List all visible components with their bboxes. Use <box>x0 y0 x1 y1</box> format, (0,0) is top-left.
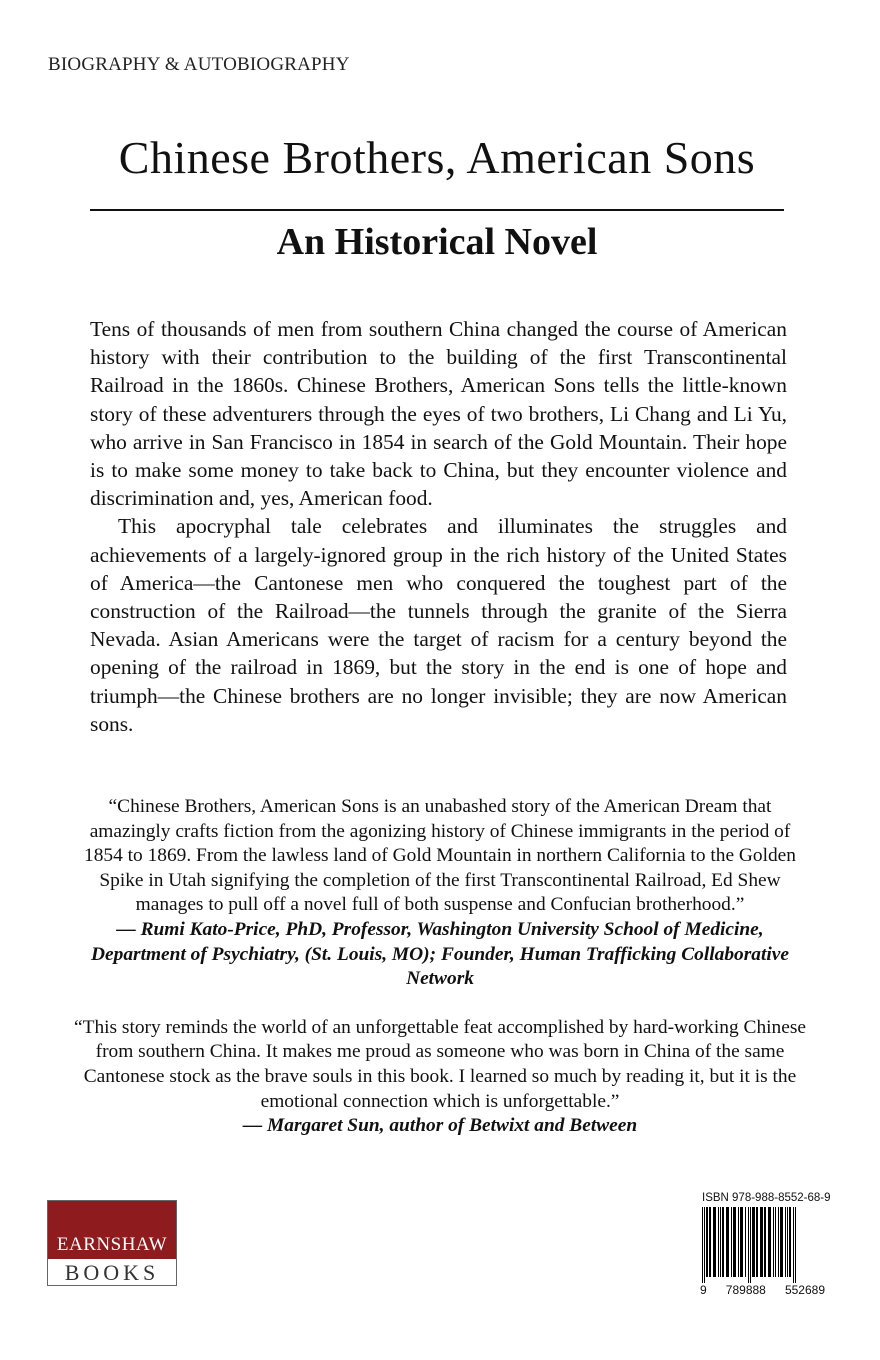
barcode-bar <box>750 1207 751 1283</box>
endorsement-text: “This story reminds the world of an unforgettable feat accomplished by hard-working Chinese from southern China. It makes me proud as someone who was born in China of the same Cantonese stock as the brave souls in this book. I learned so much by reading it, but it is the emotional connection which is unforgettable.” <box>74 1016 806 1112</box>
barcode-digit-group: 552689 <box>784 1283 825 1297</box>
barcode-bar <box>768 1207 771 1277</box>
endorsement <box>70 795 810 992</box>
title-divider <box>90 209 784 211</box>
description-paragraph: This apocryphal tale celebrates and illuminates the struggles and achievements of a largely-ignored group in the rich history of the United States of America—the Cantonese men who conquered the toughest part of the construction of the Railroad—the tunnels through the granite of the Sierra Nevada. Asian Americans were the target of racism for a century beyond the opening of the railroad in 1869, but the story in the end is one of hope and triumph—the Chinese brothers are no longer invisible; they are now American sons. <box>90 514 787 736</box>
barcode-bar <box>731 1207 732 1277</box>
barcode-bar <box>756 1207 758 1277</box>
barcode-bar <box>706 1207 708 1277</box>
barcode-bar <box>733 1207 736 1277</box>
barcode-bar <box>795 1207 796 1283</box>
publisher-logo <box>47 1200 177 1286</box>
barcode-bar <box>713 1207 716 1277</box>
barcode-bar <box>704 1207 705 1283</box>
endorsement-attribution: — Margaret Sun, author of Betwixt and Between <box>242 1115 638 1137</box>
barcode <box>700 1207 826 1283</box>
barcode-digit-group: 9 <box>700 1283 707 1297</box>
description <box>90 315 787 738</box>
barcode-bar <box>745 1207 746 1277</box>
barcode-bar <box>738 1207 739 1277</box>
barcode-bar <box>760 1207 763 1277</box>
barcode-bar <box>752 1207 755 1277</box>
category-label: BIOGRAPHY & AUTOBIOGRAPHY <box>48 54 350 75</box>
book-subtitle: An Historical Novel <box>276 221 598 263</box>
barcode-bar <box>764 1207 766 1277</box>
endorsements <box>70 795 810 1139</box>
barcode-bar <box>718 1207 719 1277</box>
barcode-digits <box>700 1283 825 1297</box>
isbn-label: ISBN 978-988-8552-68-9 <box>702 1192 831 1204</box>
barcode-bar <box>709 1207 711 1277</box>
endorsement <box>70 1016 810 1139</box>
barcode-digit-group: 789888 <box>725 1283 766 1297</box>
barcode-bar <box>740 1207 743 1277</box>
barcode-bar <box>773 1207 774 1277</box>
barcode-bar <box>748 1207 749 1283</box>
barcode-bar <box>789 1207 791 1277</box>
barcode-bar <box>780 1207 783 1277</box>
barcode-bar <box>775 1207 776 1277</box>
publisher-imprint: BOOKS <box>64 1260 160 1285</box>
barcode-bar <box>726 1207 729 1277</box>
book-title: Chinese Brothers, American Sons <box>118 132 756 183</box>
barcode-bar <box>785 1207 786 1277</box>
barcode-bar <box>787 1207 788 1277</box>
barcode-bar <box>793 1207 794 1283</box>
barcode-bar <box>702 1207 703 1283</box>
barcode-bar <box>722 1207 724 1277</box>
endorsement-attribution: — Rumi Kato-Price, PhD, Professor, Washington University School of Medicine, Department of Psychiatry, (St. Louis, MO); Founder, Human Trafficking Collaborative Network <box>91 918 789 990</box>
endorsement-text: “Chinese Brothers, American Sons is an unabashed story of the American Dream that amazingly crafts fiction from the agonizing history of Chinese immigrants in the period of 1854 to 1869. From the lawless land of Gold Mountain in northern California to the Golden Spike in Utah signifying the completion of the first Transcontinental Railroad, Ed Shew manages to pull off a novel full of both suspense and Confucian brotherhood.” <box>84 796 796 916</box>
publisher-name: EARNSHAW <box>48 1201 176 1259</box>
description-paragraph: Tens of thousands of men from southern China changed the course of American history with their contribution to the building of the first Transcontinental Railroad in the 1860s. Chinese Brothers, American Sons tells the little-known story of these adventurers through the eyes of two brothers, Li Chang and Li Yu, who arrive in San Francisco in 1854 in search of the Gold Mountain. Their hope is to make some money to take back to China, but they encounter violence and discrimination and, yes, American food. <box>90 317 787 511</box>
barcode-bar <box>778 1207 779 1277</box>
barcode-bar <box>720 1207 721 1277</box>
